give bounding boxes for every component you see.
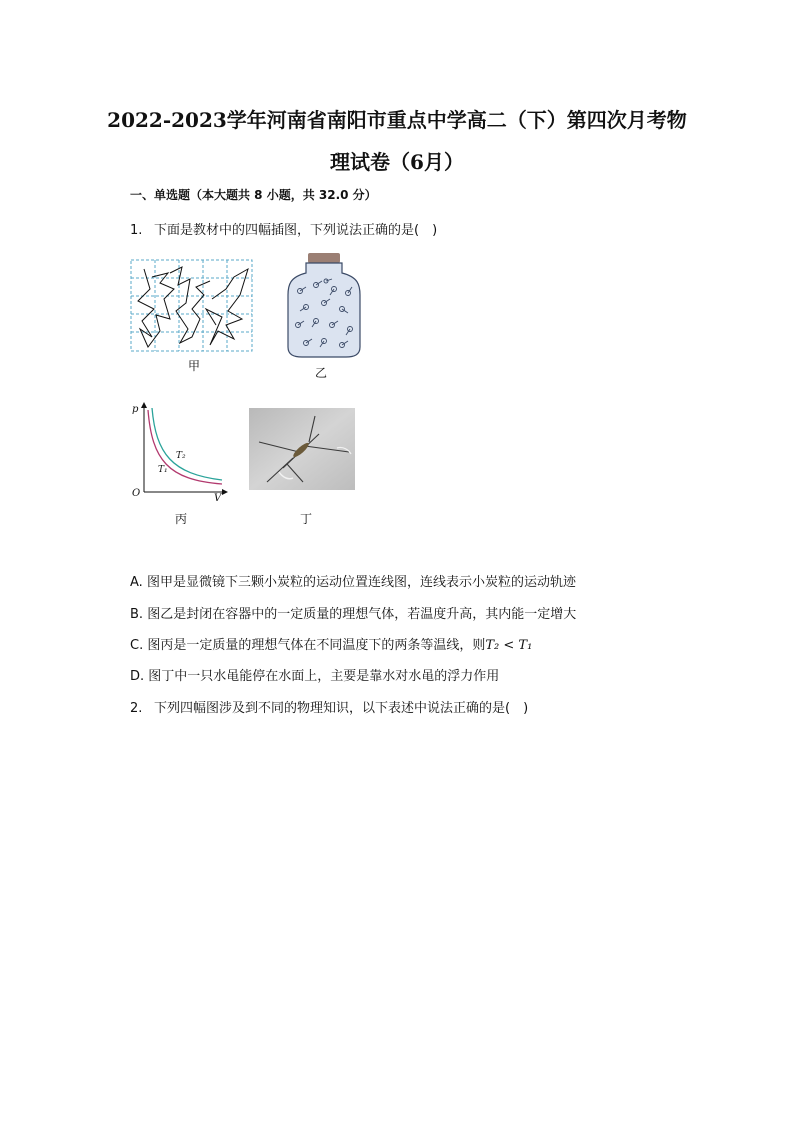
pv-label-t1: T₁	[158, 465, 168, 475]
pv-label-t2: T₂	[176, 451, 186, 461]
question-2	[130, 697, 528, 716]
option-c[interactable]	[130, 634, 532, 653]
option-c-text: 图丙是一定质量的理想气体在不同温度下的两条等温线，则	[147, 638, 486, 653]
brownian-trace-1	[138, 269, 174, 347]
figure-c-caption: 丙	[174, 512, 187, 526]
figure-water-strider	[249, 408, 355, 490]
option-b-label: B.	[130, 607, 144, 622]
jar-lid	[308, 253, 340, 263]
paper-title-line-1: 2022-2023学年河南省南阳市重点中学高二（下）第四次月考物	[107, 108, 687, 132]
question-2-number: 2.	[130, 701, 143, 716]
option-c-label: C.	[130, 638, 144, 653]
option-b-text: 图乙是封闭在容器中的一定质量的理想气体，若温度升高，其内能一定增大	[147, 607, 577, 622]
figure-b-caption: 乙	[314, 366, 327, 380]
figure-a-caption: 甲	[187, 359, 200, 373]
question-1	[130, 219, 437, 238]
question-1-number: 1.	[130, 223, 143, 238]
question-1-stem: 下面是教材中的四幅插图，下列说法正确的是( )	[154, 223, 438, 238]
paper-title-line-2: 理试卷（6月）	[330, 150, 464, 174]
section-heading: 一、单选题（本大题共 8 小题，共 32.0 分）	[130, 188, 377, 202]
pv-axis-y-arrow	[141, 402, 147, 408]
figure-pv-isotherms	[128, 400, 228, 502]
jar-body	[288, 263, 360, 357]
pv-axis-x-arrow	[222, 489, 228, 495]
option-a-text: 图甲是显微镜下三颗小炭粒的运动位置连线图，连线表示小炭粒的运动轨迹	[146, 575, 576, 590]
figure-brownian-motion	[130, 259, 254, 353]
option-a[interactable]	[130, 571, 576, 590]
question-2-stem: 下列四幅图涉及到不同的物理知识，以下表述中说法正确的是( )	[154, 701, 529, 716]
pv-label-v: V	[214, 493, 222, 504]
option-d-text: 图丁中一只水黾能停在水面上，主要是靠水对水黾的浮力作用	[148, 669, 500, 684]
option-d[interactable]	[130, 665, 499, 684]
option-a-label: A.	[130, 575, 143, 590]
figure-d-caption: 丁	[299, 512, 312, 526]
pv-label-origin: O	[132, 488, 141, 499]
option-b[interactable]	[130, 603, 576, 622]
option-d-label: D.	[130, 669, 145, 684]
figure-gas-jar	[286, 251, 362, 361]
option-c-math: T₂ < T₁	[485, 638, 533, 653]
pv-label-p: p	[132, 404, 139, 415]
